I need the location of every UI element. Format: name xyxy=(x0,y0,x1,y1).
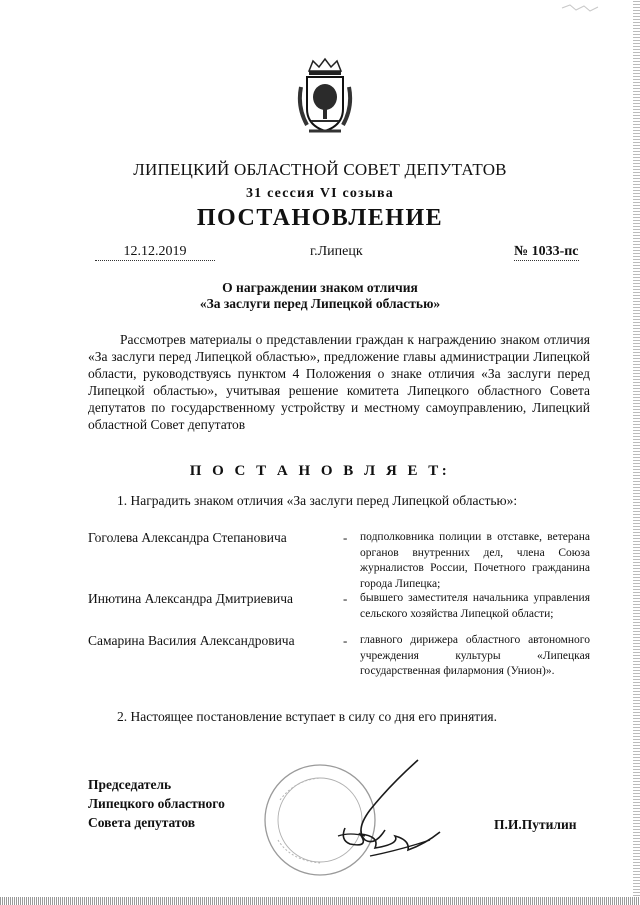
official-seal-stamp xyxy=(250,740,450,890)
nominee-name: Самарина Василия Александровича xyxy=(88,633,295,648)
nominee-dash: - xyxy=(343,633,348,648)
document-type-heading: ПОСТАНОВЛЕНИЕ xyxy=(196,205,444,231)
resolves-heading: П О С Т А Н О В Л Я Е Т: xyxy=(189,463,451,479)
nominee-name: Гоголева Александра Степановича xyxy=(88,530,287,545)
nominee-dash: - xyxy=(343,530,348,545)
subject-line-2: «За заслуги перед Липецкой областью» xyxy=(199,296,441,311)
clause-1: 1. Наградить знаком отличия «За заслуги перед Липецкой областью»: xyxy=(117,493,518,508)
document-number: № 1033-пс xyxy=(514,244,579,259)
subject-line-1: О награждении знаком отличия xyxy=(222,280,418,295)
document-city: г.Липецк xyxy=(310,244,363,259)
scan-edge-right xyxy=(633,0,640,905)
signatory-name: П.И.Путилин xyxy=(494,817,577,832)
signatory-title-line-3: Совета депутатов xyxy=(88,815,196,830)
scan-mark-icon xyxy=(560,2,600,14)
handwritten-signature xyxy=(338,760,440,856)
nominee-description: бывшего заместителя начальника управления сельского хозяйства Липецкой области; xyxy=(360,592,590,620)
nominee-dash: - xyxy=(343,591,348,606)
council-name: ЛИПЕЦКИЙ ОБЛАСТНОЙ СОВЕТ ДЕПУТАТОВ xyxy=(133,160,507,179)
session-title: 31 сессия VI созыва xyxy=(245,186,395,201)
preamble-paragraph: Рассмотрев материалы о представлении граждан к награждению знаком отличия «За заслуги перед Липецкой областью», предложение главы администрации Липецкой области, руководствуясь пунктом 4 Положения о знаке отличия «За заслуги перед Липецкой областью», учитывая решение комитета Липецкого областного Совета депутатов по государственному устройству и местному самоуправлению, Липецкий областной Совет депутатов xyxy=(88,332,590,432)
coat-of-arms-icon xyxy=(295,57,355,137)
scan-edge-bottom xyxy=(0,897,640,905)
signatory-title-line-1: Председатель xyxy=(88,777,172,792)
nominee-description: подполковника полиции в отставке, ветерана органов внутренних дел, члена Союза журналистов России, Почетного гражданина города Липецка; xyxy=(360,531,590,590)
signatory-title-line-2: Липецкого областного xyxy=(88,796,225,811)
document-date: 12.12.2019 xyxy=(95,244,215,261)
nominee-description: главного дирижера областного автономного учреждения культуры «Липецкая государственная филармония (Унион)». xyxy=(360,634,590,677)
clause-2: 2. Настоящее постановление вступает в силу со дня его принятия. xyxy=(117,709,498,724)
nominee-name: Инютина Александра Дмитриевича xyxy=(88,591,294,606)
